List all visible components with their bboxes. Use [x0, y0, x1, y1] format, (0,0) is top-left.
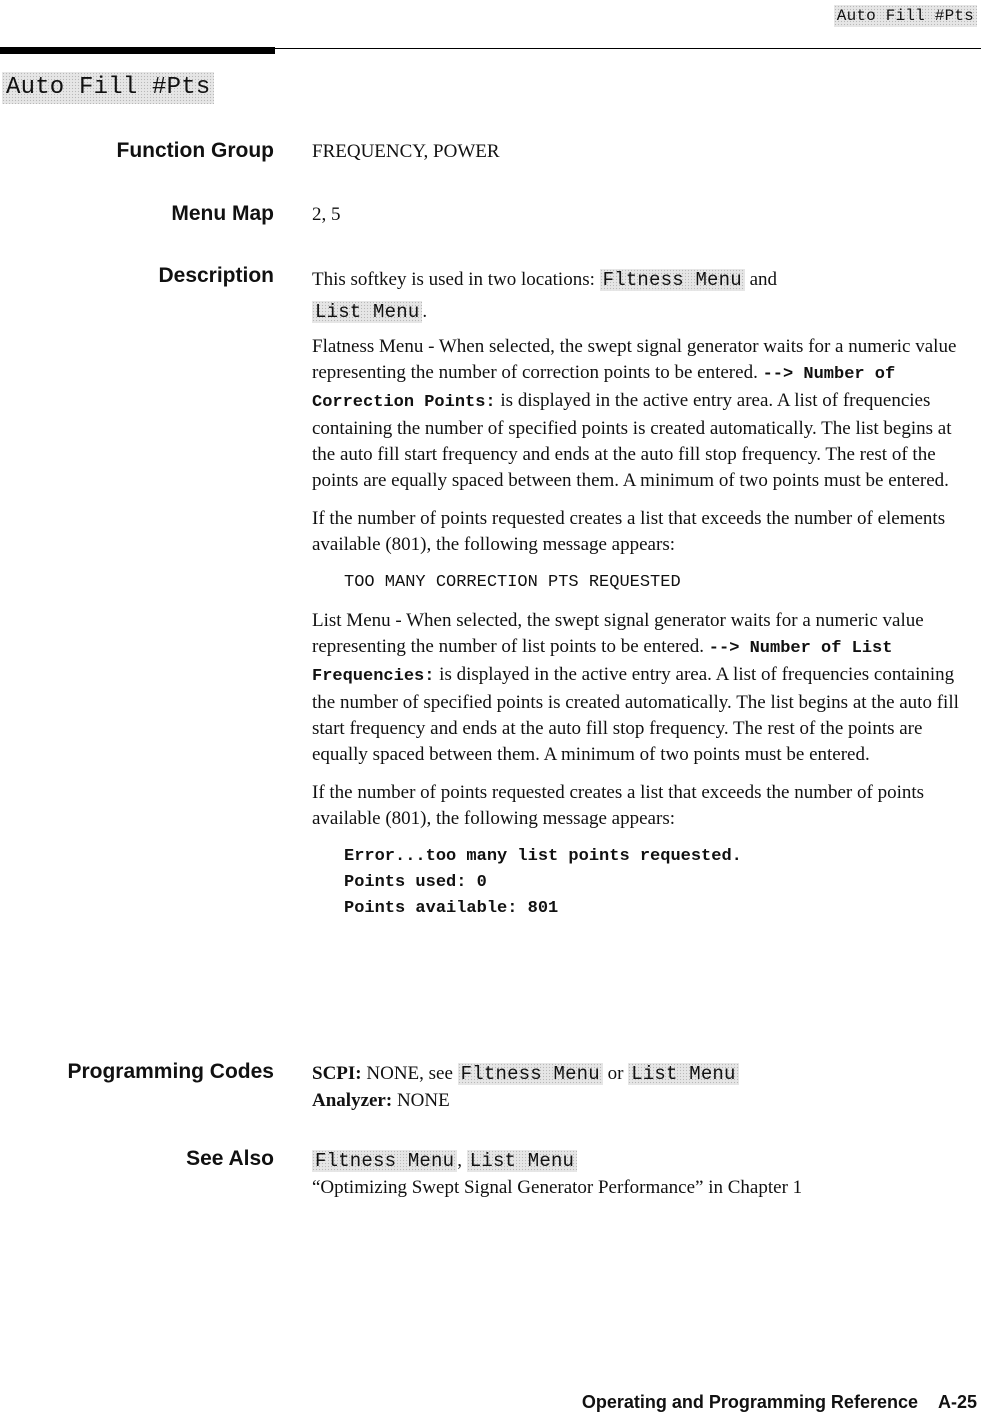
correction-points-prompt: --> Number of Correction Points: — [312, 365, 896, 412]
scpi-line — [312, 1060, 967, 1088]
page-title-softkey: Auto Fill #Pts — [2, 72, 214, 104]
list-menu-paragraph — [312, 608, 967, 768]
para3-text-b: is displayed in the active entry area. A list of frequencies containing the number of specified points is created automatically. The list begins at the auto fill start frequency and ends at the auto fill stop frequency. The rest of the points are equally spaced between them. A minimum of two points must be entered. — [312, 664, 959, 765]
programming-codes-content — [312, 1060, 967, 1114]
correction-overflow-message: TOO MANY CORRECTION PTS REQUESTED — [344, 573, 681, 592]
running-header-softkey: Auto Fill #Pts — [834, 5, 977, 27]
see-also-reference: “Optimizing Swept Signal Generator Performance” in Chapter 1 — [312, 1177, 803, 1198]
flatness-menu-paragraph — [312, 334, 967, 494]
see-also-keys — [312, 1147, 967, 1175]
para1-text-b: is displayed in the active entry area. A list of frequencies containing the number of specified points is created automatically. The list begins at the auto fill start frequency and ends at the auto fill stop frequency. The rest of the points are equally spaced between them. A minimum of two points must be entered. — [312, 390, 952, 491]
analyzer-value: NONE — [396, 1090, 450, 1111]
page-footer — [582, 1392, 977, 1413]
scpi-list-menu-softkey: List Menu — [628, 1063, 738, 1085]
scpi-label: SCPI: — [312, 1063, 362, 1084]
description-label: Description — [158, 264, 274, 287]
footer-page-number: A-25 — [937, 1392, 977, 1412]
para1-text-a: Flatness Menu - When selected, the swept signal generator waits for a numeric value representing the number of correction points to be entered. — [312, 336, 957, 383]
intro-end: . — [422, 301, 428, 322]
see-also-content — [312, 1147, 967, 1201]
analyzer-label: Analyzer: — [312, 1090, 393, 1111]
list-overflow-paragraph: If the number of points requested creates a list that exceeds the number of points available (801), the following message appears: — [312, 782, 925, 829]
description-content — [312, 264, 967, 934]
intro-and: and — [749, 269, 778, 290]
scpi-fltness-menu-softkey: Fltness Menu — [458, 1063, 603, 1085]
analyzer-line — [312, 1088, 967, 1114]
see-also-comma: , — [457, 1150, 462, 1171]
list-overflow-line3: Points available: 801 — [344, 899, 559, 918]
function-group-value: FREQUENCY, POWER — [312, 141, 500, 162]
intro-text: This softkey is used in two locations: — [312, 269, 595, 290]
scpi-text: NONE, see — [366, 1063, 453, 1084]
list-overflow-line2: Points used: 0 — [344, 873, 487, 892]
list-overflow-line1: Error...too many list points requested. — [344, 847, 742, 866]
scpi-or: or — [607, 1063, 624, 1084]
header-rule-thick — [0, 47, 275, 54]
list-overflow-message — [344, 844, 967, 922]
programming-codes-label: Programming Codes — [67, 1060, 274, 1083]
list-frequencies-prompt: --> Number of List Frequencies: — [312, 639, 893, 686]
menu-map-value: 2, 5 — [312, 204, 341, 225]
description-intro — [312, 264, 967, 328]
footer-title: Operating and Programming Reference — [581, 1392, 918, 1412]
para3-text-a: List Menu - When selected, the swept signal generator waits for a numeric value representing the number of list points to be entered. — [312, 610, 924, 657]
see-also-fltness-menu-softkey: Fltness Menu — [312, 1150, 457, 1172]
function-group-label: Function Group — [116, 139, 274, 162]
fltness-menu-softkey: Fltness Menu — [600, 269, 745, 291]
list-menu-softkey: List Menu — [312, 301, 422, 323]
see-also-label: See Also — [186, 1147, 274, 1170]
see-also-list-menu-softkey: List Menu — [467, 1150, 577, 1172]
correction-overflow-paragraph: If the number of points requested creates a list that exceeds the number of elements available (801), the following message appears: — [312, 508, 946, 555]
menu-map-label: Menu Map — [171, 202, 274, 225]
